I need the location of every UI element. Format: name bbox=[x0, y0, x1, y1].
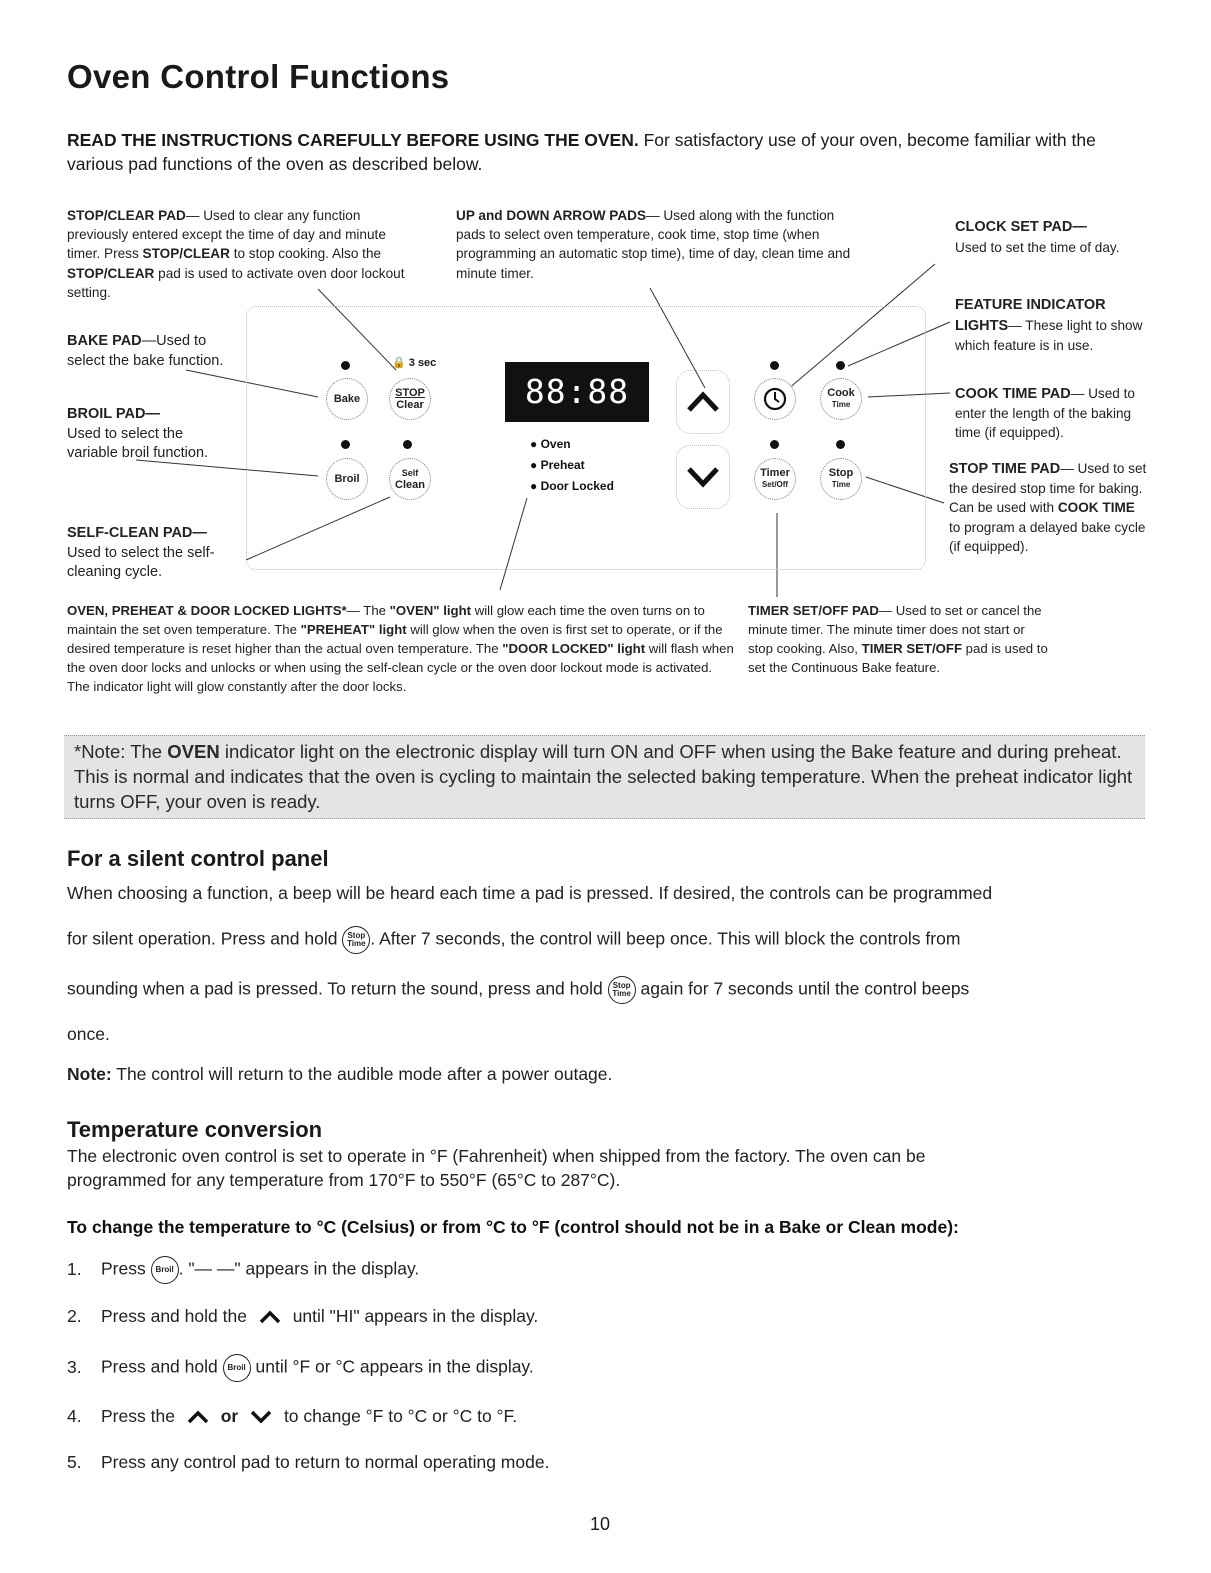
lights-bold-2: "PREHEAT" light bbox=[300, 622, 407, 637]
lights-bold-3: "DOOR LOCKED" light bbox=[502, 641, 646, 656]
lights-callout bbox=[67, 601, 735, 696]
cook-time-callout bbox=[955, 384, 1150, 443]
up-arrow-icon bbox=[258, 1310, 282, 1324]
page-number: 10 bbox=[590, 1514, 611, 1534]
timer-text-2: pad is used to set the Continuous Bake feature. bbox=[748, 641, 1048, 675]
lights-text-2: will glow each time the oven turns on to maintain the set oven temperature. The bbox=[67, 603, 705, 637]
arrow-pads-callout bbox=[456, 206, 866, 283]
lights-bold-1: "OVEN" light bbox=[389, 603, 472, 618]
stop-time-heading: STOP TIME PAD bbox=[949, 461, 1061, 477]
arrow-pads-heading: UP and DOWN ARROW PADS bbox=[456, 208, 647, 223]
bake-pad[interactable] bbox=[326, 378, 368, 420]
lockout-label bbox=[392, 356, 436, 369]
step-1 bbox=[67, 1256, 419, 1284]
clock-set-text: Used to set the time of day. bbox=[955, 239, 1120, 255]
silent-line-3-a: sounding when a pad is pressed. To return the sound, press and hold bbox=[67, 978, 603, 999]
broil-indicator-dot bbox=[341, 440, 350, 449]
silent-note-text: The control will return to the audible mode after a power outage. bbox=[111, 1064, 613, 1084]
step-2-num: 2. bbox=[67, 1306, 82, 1326]
step-2-text-a: Press and hold the bbox=[101, 1306, 247, 1326]
step-2-text-b: until "HI" appears in the display. bbox=[292, 1306, 539, 1326]
self-clean-pad-label-2: Clean bbox=[395, 479, 425, 491]
silent-note-bold: Note: bbox=[67, 1064, 112, 1084]
step-1-text-b: . "— —" appears in the display. bbox=[178, 1258, 420, 1279]
feature-indicator-callout bbox=[955, 296, 1145, 355]
stop-clear-heading: STOP/CLEAR PAD bbox=[67, 208, 186, 223]
note-text-1: *Note: The bbox=[74, 741, 168, 762]
lights-heading: OVEN, PREHEAT & DOOR LOCKED LIGHTS* bbox=[67, 603, 347, 618]
silent-line-4: once. bbox=[67, 1024, 110, 1044]
stop-time-inline-3: Stop bbox=[612, 981, 631, 990]
oven-light-label: Oven bbox=[540, 437, 571, 451]
silent-line-3 bbox=[67, 976, 969, 1004]
stop-time-indicator-dot bbox=[836, 440, 845, 449]
feature-indicator-heading-2: LIGHTS bbox=[955, 317, 1009, 334]
oven-light: ● Oven bbox=[530, 437, 571, 451]
broil-inline-2: Broil bbox=[227, 1363, 246, 1372]
timer-set-off-pad[interactable] bbox=[754, 458, 796, 500]
stop-time-inline-2: Time bbox=[347, 939, 366, 948]
timer-callout bbox=[748, 601, 1048, 677]
timer-heading: TIMER SET/OFF PAD bbox=[748, 603, 879, 618]
arrow-pads-text: — Used along with the function pads to select oven temperature, cook time, stop time (when programming an automatic stop time), time of day, clean time and minute timer. bbox=[456, 208, 851, 281]
down-arrow-icon bbox=[249, 1410, 273, 1424]
bake-callout bbox=[67, 332, 242, 371]
bake-pad-label: Bake bbox=[333, 393, 361, 405]
timer-bold: TIMER SET/OFF bbox=[861, 641, 963, 656]
broil-inline-1: Broil bbox=[155, 1265, 174, 1274]
up-arrow-icon bbox=[186, 1410, 210, 1424]
timer-indicator-dot bbox=[770, 440, 779, 449]
broil-pad-label: Broil bbox=[334, 473, 360, 485]
feature-indicator-heading: FEATURE INDICATOR bbox=[955, 297, 1106, 313]
feature-indicator-text: — These light to show which feature is in use. bbox=[955, 317, 1143, 353]
silent-heading: For a silent control panel bbox=[67, 846, 329, 871]
temp-subheading: To change the temperature to °C (Celsius) or from °C to °F (control should not be in a Bake or Clean mode): bbox=[67, 1217, 959, 1237]
step-5-text: Press any control pad to return to normal operating mode. bbox=[101, 1452, 550, 1472]
broil-heading: BROIL PAD— bbox=[67, 406, 160, 422]
stop-time-pad-icon bbox=[342, 926, 370, 954]
preheat-light-label: Preheat bbox=[540, 458, 585, 472]
stop-clear-callout bbox=[67, 206, 422, 302]
step-3-text-b: until °F or °C appears in the display. bbox=[255, 1356, 534, 1377]
stop-time-pad-label-1: Stop bbox=[828, 467, 854, 479]
cook-time-indicator-dot bbox=[836, 361, 845, 370]
broil-pad-icon bbox=[223, 1354, 251, 1382]
step-4 bbox=[67, 1406, 517, 1427]
silent-line-2-a: for silent operation. Press and hold bbox=[67, 928, 338, 949]
intro-text: For satisfactory use of your oven, become familiar with the various pad functions of the oven as described below. bbox=[67, 130, 1096, 174]
cook-time-pad-label-1: Cook bbox=[827, 387, 855, 399]
down-arrow-icon bbox=[686, 466, 720, 488]
down-arrow-pad[interactable] bbox=[676, 445, 730, 509]
note-bold: OVEN bbox=[167, 741, 220, 762]
door-locked-light: ● Door Locked bbox=[530, 479, 614, 493]
broil-callout bbox=[67, 405, 227, 464]
stop-clear-bold-2: STOP/CLEAR bbox=[67, 265, 155, 281]
stop-clear-pad[interactable] bbox=[389, 378, 431, 420]
lockout-duration: 3 sec bbox=[408, 357, 437, 369]
stop-time-text-1: — Used to set the desired stop time for baking. Can be used with bbox=[949, 461, 1147, 516]
self-clean-indicator-dot bbox=[403, 440, 412, 449]
step-3-num: 3. bbox=[67, 1356, 82, 1377]
temp-line-1: The electronic oven control is set to operate in °F (Fahrenheit) when shipped from the factory. The oven can be bbox=[67, 1146, 926, 1166]
cook-time-pad[interactable] bbox=[820, 378, 862, 420]
intro-bold: READ THE INSTRUCTIONS CAREFULLY BEFORE USING THE OVEN. bbox=[67, 130, 639, 150]
timer-pad-label-2: Set/Off bbox=[761, 480, 789, 489]
step-1-num: 1. bbox=[67, 1258, 82, 1279]
lights-text-1: — The bbox=[346, 603, 390, 618]
stop-time-inline-1: Stop bbox=[347, 931, 366, 940]
cook-time-heading: COOK TIME PAD bbox=[955, 386, 1071, 402]
timer-text-1: — Used to set or cancel the minute timer. The minute timer does not start or stop cooking. Also, bbox=[748, 603, 1042, 656]
silent-note bbox=[67, 1064, 612, 1085]
clock-set-callout bbox=[955, 218, 1155, 257]
step-4-text-a: Press the bbox=[101, 1406, 175, 1426]
clock-indicator-dot bbox=[770, 361, 779, 370]
lights-text-4: will flash when the oven door locks and unlocks or when using the self-clean cycle or the oven door lockout mode is activated. The indicator light will glow constantly after the door locks. bbox=[67, 641, 734, 694]
silent-line-1: When choosing a function, a beep will be heard each time a pad is pressed. If desired, the controls can be programmed bbox=[67, 883, 993, 903]
stop-clear-pad-label-2: Clear bbox=[396, 399, 424, 411]
clock-set-heading: CLOCK SET PAD— bbox=[955, 219, 1087, 235]
stop-clear-pad-label-1: STOP bbox=[395, 387, 425, 399]
up-arrow-icon bbox=[686, 391, 720, 413]
self-clean-pad[interactable] bbox=[389, 458, 431, 500]
self-clean-heading: SELF-CLEAN PAD— bbox=[67, 525, 207, 541]
door-locked-light-label: Door Locked bbox=[540, 479, 614, 493]
bake-text: —Used to select the bake function. bbox=[67, 333, 224, 369]
stop-clear-text-3: pad is used to activate oven door lockout setting. bbox=[67, 265, 405, 300]
stop-clear-bold-1: STOP/CLEAR bbox=[142, 246, 230, 262]
self-clean-pad-label-1: Self bbox=[401, 468, 419, 478]
temp-line-2: programmed for any temperature from 170°F to 550°F (65°C to 287°C). bbox=[67, 1170, 621, 1190]
stop-time-text-2: to program a delayed bake cycle (if equipped). bbox=[949, 519, 1146, 554]
silent-line-2 bbox=[67, 926, 960, 954]
stop-clear-text-1: — Used to clear any function previously entered except the time of day and minute timer. Press bbox=[67, 208, 386, 262]
stop-time-inline-4: Time bbox=[612, 989, 631, 998]
stop-time-pad-icon-2 bbox=[608, 976, 636, 1004]
silent-line-2-b: . After 7 seconds, the control will beep once. This will block the controls from bbox=[370, 928, 961, 949]
step-1-text-a: Press bbox=[101, 1258, 146, 1279]
step-4-num: 4. bbox=[67, 1406, 82, 1426]
note-text-2: indicator light on the electronic display will turn ON and OFF when using the Bake feature and during preheat. This is normal and indicates that the oven is cycling to maintain the selected baking temperature. When the preheat indicator light turns OFF, your oven is ready. bbox=[74, 741, 1133, 812]
indicator-lights bbox=[530, 437, 614, 493]
stop-time-callout bbox=[949, 459, 1149, 556]
preheat-light: ● Preheat bbox=[530, 458, 585, 472]
bake-indicator-dot bbox=[341, 361, 350, 370]
temp-heading: Temperature conversion bbox=[67, 1117, 323, 1142]
broil-text: Used to select the variable broil function. bbox=[67, 425, 209, 461]
broil-pad-icon bbox=[151, 1256, 179, 1284]
stop-clear-text-2: to stop cooking. Also the bbox=[229, 246, 382, 262]
step-5 bbox=[67, 1452, 549, 1473]
timer-pad-label-1: Timer bbox=[760, 467, 790, 479]
clock-icon bbox=[762, 386, 788, 412]
self-clean-text: Used to select the self-cleaning cycle. bbox=[67, 544, 215, 580]
page-title: Oven Control Functions bbox=[67, 58, 450, 95]
lock-icon: 🔒 bbox=[392, 357, 406, 369]
step-2 bbox=[67, 1306, 538, 1327]
clock-set-pad[interactable] bbox=[754, 378, 796, 420]
step-3 bbox=[67, 1354, 534, 1382]
broil-pad[interactable] bbox=[326, 458, 368, 500]
step-4-text-b: to change °F to °C or °C to °F. bbox=[283, 1406, 518, 1426]
step-3-text-a: Press and hold bbox=[101, 1356, 218, 1377]
cook-time-pad-label-2: Time bbox=[831, 400, 851, 409]
digital-display: 88:88 bbox=[505, 362, 649, 422]
cook-time-text: — Used to enter the length of the baking time (if equipped). bbox=[955, 386, 1135, 441]
step-5-num: 5. bbox=[67, 1452, 82, 1472]
self-clean-callout bbox=[67, 524, 247, 583]
lights-text-3: will glow when the oven is first set to operate, or if the desired temperature is reset higher than the actual oven temperature. The bbox=[67, 622, 723, 656]
stop-time-pad-label-2: Time bbox=[831, 480, 851, 489]
stop-time-pad[interactable] bbox=[820, 458, 862, 500]
stop-time-bold: COOK TIME bbox=[1057, 500, 1135, 516]
silent-line-3-b: again for 7 seconds until the control beeps bbox=[640, 978, 970, 999]
note-text bbox=[74, 739, 1134, 814]
bake-heading: BAKE PAD bbox=[67, 333, 142, 349]
up-arrow-pad[interactable] bbox=[676, 370, 730, 434]
step-4-or: or bbox=[220, 1406, 239, 1426]
